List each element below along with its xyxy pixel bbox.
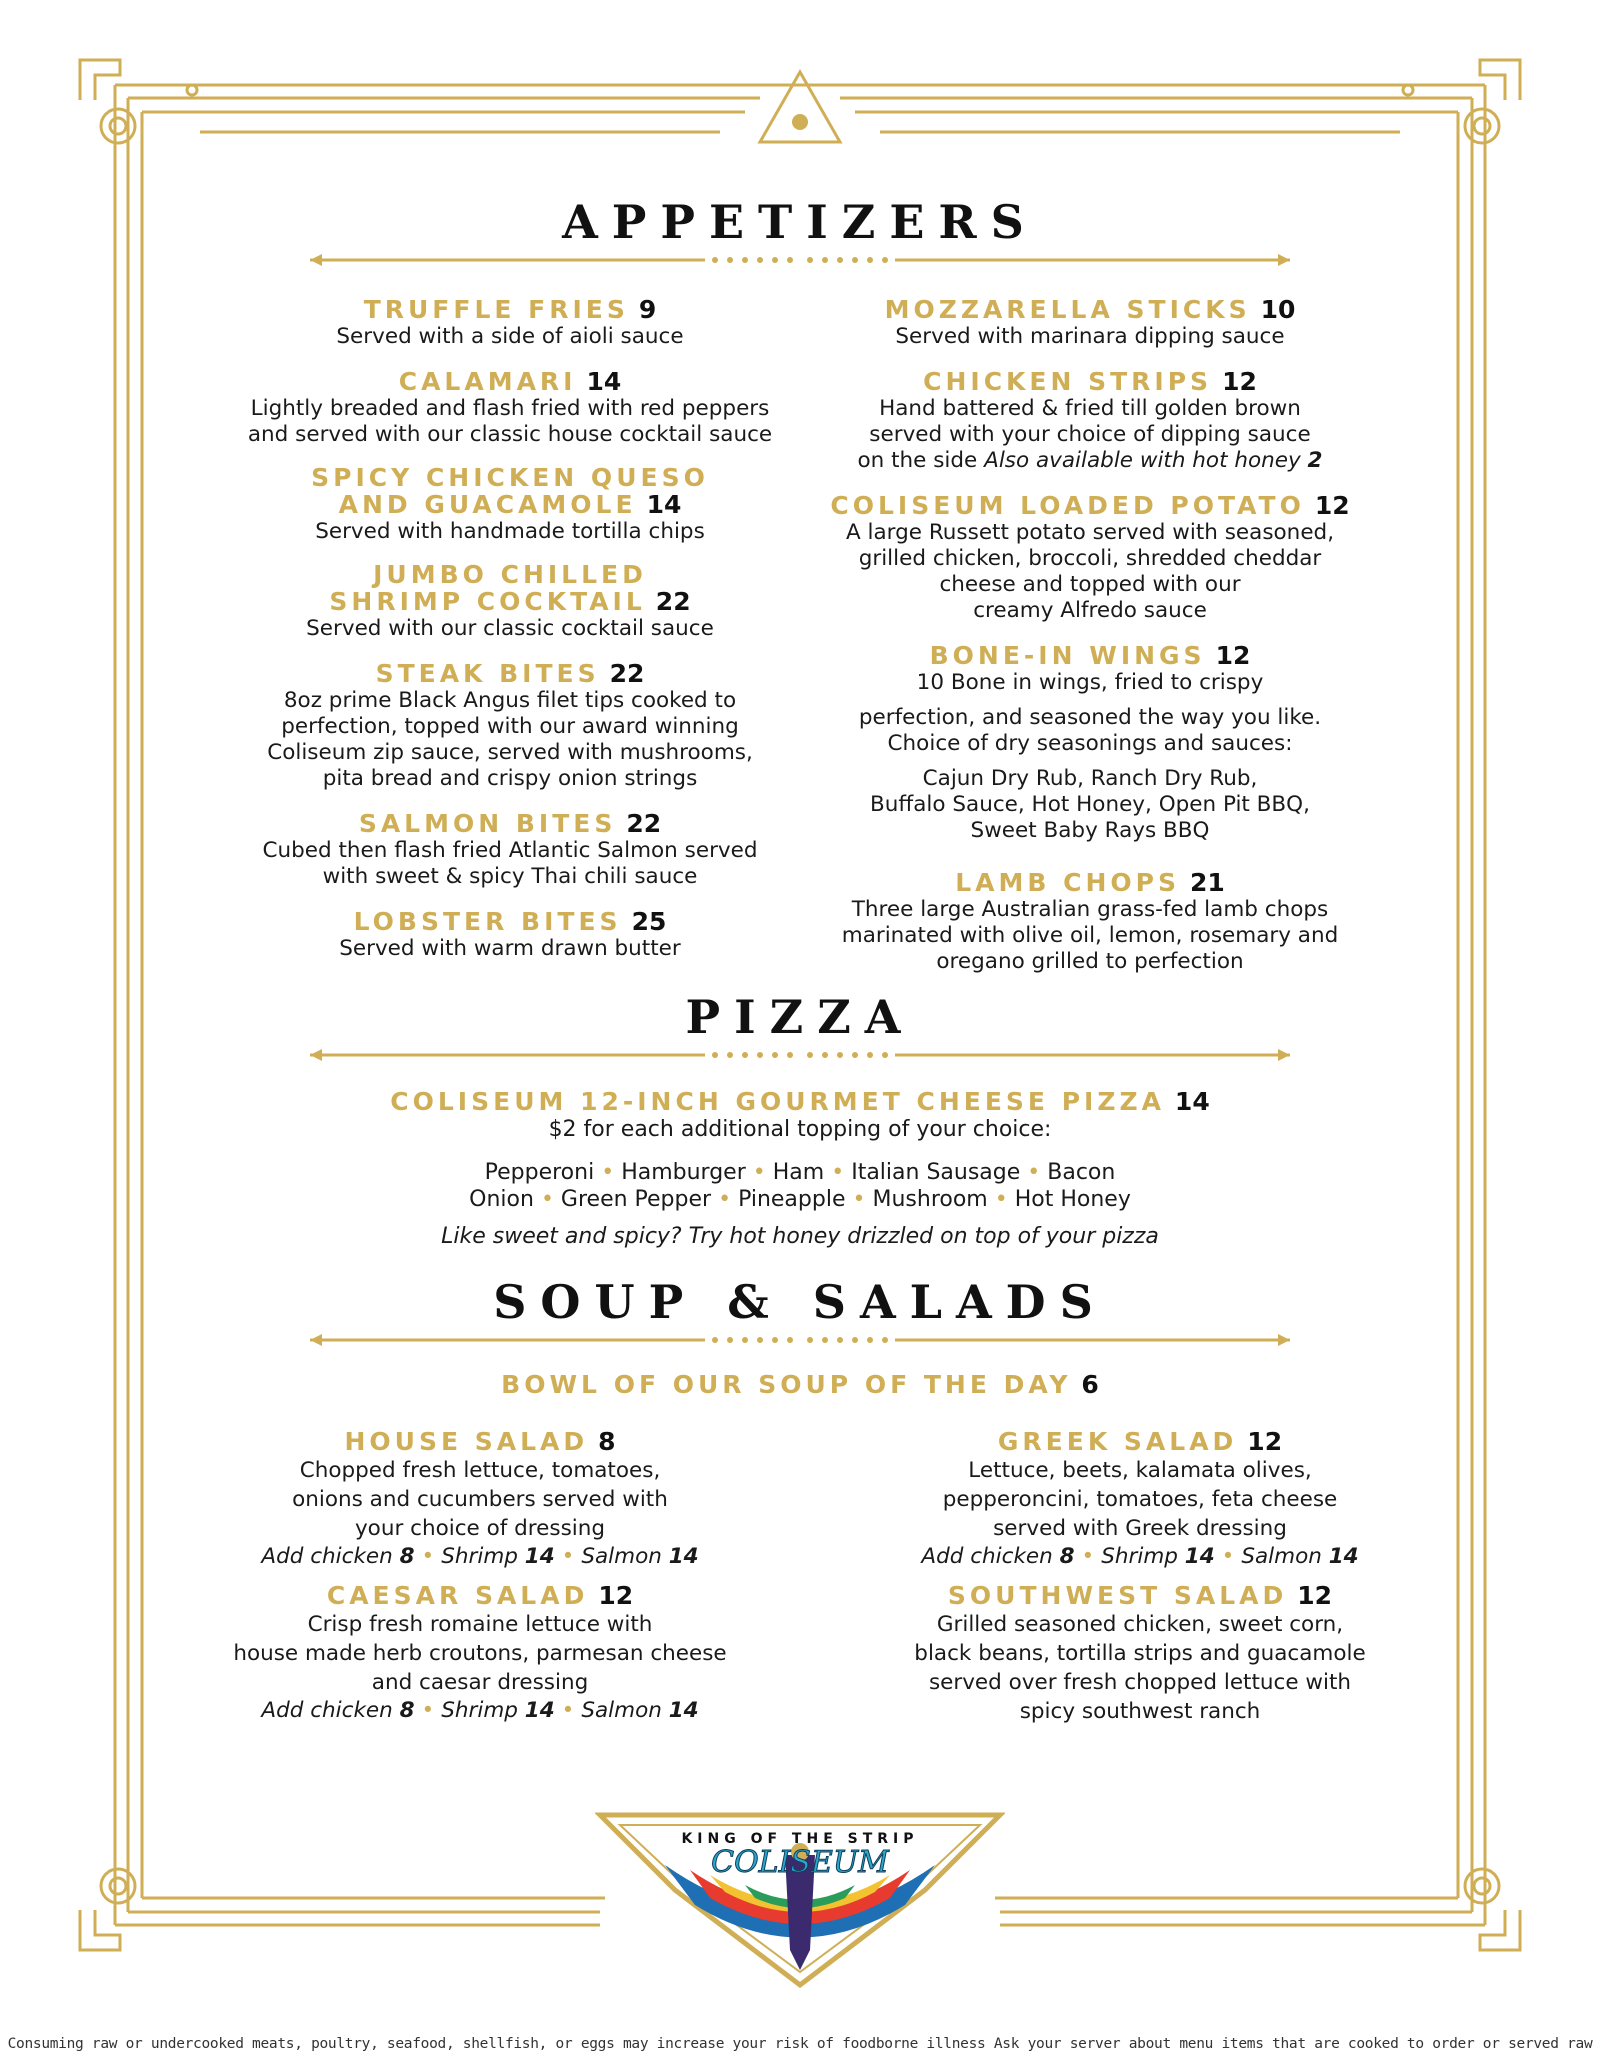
addon-label: Shrimp [441,1544,525,1569]
appetizers-left-column [210,295,810,962]
menu-item-calamari [210,367,810,448]
menu-item-pizza [0,1087,1600,1116]
item-price: 12 [1215,641,1251,670]
item-price: 22 [655,587,691,616]
item-price: 14 [1174,1087,1210,1116]
menu-item-steak-bites [210,659,810,792]
item-description: and served with our classic house cocktail sauce [247,422,773,447]
addon-label: Salmon [581,1698,669,1723]
topping: Mushroom [872,1187,988,1212]
item-price: 12 [1314,491,1350,520]
topping: Italian Sausage [851,1160,1021,1185]
menu-item-lamb-chops [790,868,1390,975]
item-description: Grilled seasoned chicken, sweet corn, [936,1612,1344,1637]
topping: Pineapple [738,1187,846,1212]
item-description: Served with a side of aioli sauce [336,324,684,349]
item-description: marinated with olive oil, lemon, rosemary and [841,923,1339,948]
pizza-toppings-row: Onion • Green Pepper • Pineapple • Mushroom • Hot Honey [469,1187,1131,1212]
item-price: 12 [1297,1581,1333,1610]
menu-item-bone-in-wings [790,641,1390,844]
addon-price: 14 [524,1698,555,1723]
coliseum-logo [595,1810,1005,1990]
menu-item-house-salad [200,1427,760,1571]
item-description: onions and cucumbers served with [292,1487,668,1512]
item-description: perfection, topped with our award winning [281,714,739,739]
item-description: with sweet & spicy Thai chili sauce [322,864,698,889]
appetizers-divider [310,250,1290,270]
appetizers-right-column [790,295,1390,975]
item-description: Three large Australian grass-fed lamb chops [851,897,1329,922]
item-description: Buffalo Sauce, Hot Honey, Open Pit BBQ, [870,792,1310,817]
menu-item-southwest-salad [860,1581,1420,1726]
item-price: 12 [598,1581,634,1610]
item-price: 14 [586,367,622,396]
item-description: Served with handmade tortilla chips [315,519,705,544]
topping: Green Pepper [560,1187,712,1212]
pizza-topping-note: $2 for each additional topping of your choice: [548,1117,1052,1142]
item-description: Cajun Dry Rub, Ranch Dry Rub, [922,766,1258,791]
item-name: SALMON BITES [358,809,617,838]
item-description: spicy southwest ranch [1019,1699,1261,1724]
item-name: COLISEUM LOADED POTATO [830,491,1305,520]
addon-label: Shrimp [441,1698,525,1723]
item-description: Chopped fresh lettuce, tomatoes, [299,1458,661,1483]
addon-label: Add chicken [261,1698,400,1723]
item-name: LAMB CHOPS [955,868,1180,897]
topping: Ham [772,1160,825,1185]
item-description [790,448,1390,474]
item-price: 10 [1260,295,1296,324]
addon-label: Shrimp [1101,1544,1185,1569]
item-price: 22 [626,809,662,838]
logo-name: COLISEUM [711,1845,889,1880]
item-name: TRUFFLE FRIES [363,295,629,324]
item-description: Served with warm drawn butter [339,936,681,961]
menu-item-caesar-salad [200,1581,760,1725]
item-name: CAESAR SALAD [326,1581,589,1610]
menu-item-queso-guacamole [210,465,810,545]
item-description: Sweet Baby Rays BBQ [970,818,1210,843]
menu-item-shrimp-cocktail [210,562,810,642]
item-description: served over fresh chopped lettuce with [928,1670,1352,1695]
menu-item-chicken-strips [790,367,1390,474]
pizza-tagline: Like sweet and spicy? Try hot honey drizzled on top of your pizza [441,1224,1159,1249]
item-description: oregano grilled to perfection [936,949,1244,974]
item-name: SHRIMP COCKTAIL [329,587,646,616]
salads-right-column [860,1427,1420,1726]
item-description: 10 Bone in wings, fried to crispy [916,670,1264,695]
item-price: 12 [1222,367,1257,396]
item-price: 25 [631,907,667,936]
item-description: Served with marinara dipping sauce [895,324,1285,349]
item-name: BONE-IN WINGS [929,641,1206,670]
logo-tagline: KING OF THE STRIP [681,1831,919,1847]
item-description: cheese and topped with our [939,572,1241,597]
topping: Hot Honey [1014,1187,1131,1212]
menu-item-soup [0,1370,1600,1399]
item-name: CALAMARI [398,367,577,396]
item-description: house made herb croutons, parmesan cheese [233,1641,727,1666]
item-price: 21 [1189,868,1225,897]
addon-price: 8 [399,1698,415,1723]
item-price: 8 [598,1427,616,1456]
item-description: and caesar dressing [371,1670,589,1695]
topping: Pepperoni [484,1160,595,1185]
item-description: creamy Alfredo sauce [973,598,1207,623]
item-name: MOZZARELLA STICKS [884,295,1251,324]
item-description: 8oz prime Black Angus filet tips cooked to [283,688,737,713]
addon-price: 14 [668,1544,699,1569]
addon-price: 8 [399,1544,415,1569]
item-name: COLISEUM 12-INCH GOURMET CHEESE PIZZA [390,1087,1165,1116]
hot-honey-note: Also available with hot honey [984,448,1308,473]
addon-label: Salmon [581,1544,669,1569]
item-name: HOUSE SALAD [344,1427,589,1456]
item-description: Lightly breaded and flash fried with red peppers [250,396,770,421]
item-addons: Add chicken 8 • Shrimp 14 • Salmon 14 [261,1544,699,1569]
item-description: Coliseum zip sauce, served with mushrooms, [267,740,753,765]
topping: Onion [469,1187,534,1212]
item-description: Served with our classic cocktail sauce [306,616,714,641]
item-name: LOBSTER BITES [353,907,622,936]
addon-price: 14 [668,1698,699,1723]
item-description: perfection, and seasoned the way you like. [858,705,1322,730]
food-safety-disclaimer: Consuming raw or undercooked meats, poultry, seafood, shellfish, or eggs may increase your risk of foodborne illness Ask your server about menu items that are cooked to order or served raw [7,2036,1593,2052]
item-name: SPICY CHICKEN QUESO [311,463,709,492]
item-name: CHICKEN STRIPS [923,367,1213,396]
pizza-divider [310,1045,1290,1065]
hot-honey-price: 2 [1307,448,1323,473]
item-description: served with your choice of dipping sauce [869,422,1311,447]
addon-price: 14 [1184,1544,1215,1569]
item-price: 22 [609,659,645,688]
item-description: served with Greek dressing [993,1516,1287,1541]
topping: Bacon [1047,1160,1116,1185]
item-name: SOUTHWEST SALAD [947,1581,1288,1610]
item-addons: Add chicken 8 • Shrimp 14 • Salmon 14 [921,1544,1359,1569]
addon-label: Salmon [1241,1544,1329,1569]
item-description: Hand battered & fried till golden brown [879,396,1301,421]
item-name: BOWL OF OUR SOUP OF THE DAY [501,1370,1072,1399]
item-name: AND GUACAMOLE [338,490,637,519]
addon-price: 14 [524,1544,555,1569]
item-name: STEAK BITES [375,659,600,688]
soup-salads-divider [310,1330,1290,1350]
salads-left-column [200,1427,760,1725]
addon-label: Add chicken [921,1544,1060,1569]
item-description: pita bread and crispy onion strings [322,766,698,791]
item-name: JUMBO CHILLED [373,560,647,589]
menu-item-loaded-potato [790,491,1390,624]
pizza-toppings-row: Pepperoni • Hamburger • Ham • Italian Sausage • Bacon [484,1160,1116,1185]
item-price: 6 [1081,1370,1099,1399]
soup-salads-heading: SOUP & SALADS [493,1275,1107,1329]
item-name: GREEK SALAD [997,1427,1238,1456]
item-price: 9 [638,295,657,324]
menu-item-mozzarella-sticks [790,295,1390,350]
item-addons: Add chicken 8 • Shrimp 14 • Salmon 14 [261,1698,699,1723]
addon-price: 14 [1328,1544,1359,1569]
menu-item-lobster-bites [210,907,810,962]
item-description: grilled chicken, broccoli, shredded cheddar [858,546,1322,571]
pizza-block [0,1087,1600,1250]
item-description: black beans, tortilla strips and guacamole [914,1641,1366,1666]
menu-item-salmon-bites [210,809,810,890]
item-price: 14 [646,490,682,519]
item-description: A large Russett potato served with seasoned, [845,520,1335,545]
addon-label: Add chicken [261,1544,400,1569]
item-description: Cubed then flash fried Atlantic Salmon served [262,838,758,863]
item-description: your choice of dressing [354,1516,606,1541]
menu-item-greek-salad [860,1427,1420,1571]
topping: Hamburger [621,1160,746,1185]
item-description-prefix: on the side [857,448,985,473]
item-description: Crisp fresh romaine lettuce with [307,1612,653,1637]
addon-price: 8 [1059,1544,1075,1569]
menu-item-truffle-fries [210,295,810,350]
item-description: Lettuce, beets, kalamata olives, [968,1458,1312,1483]
pizza-heading: PIZZA [685,990,915,1044]
item-description: pepperoncini, tomatoes, feta cheese [942,1487,1338,1512]
appetizers-heading: APPETIZERS [562,195,1038,249]
item-description: Choice of dry seasonings and sauces: [887,731,1293,756]
item-price: 12 [1247,1427,1283,1456]
